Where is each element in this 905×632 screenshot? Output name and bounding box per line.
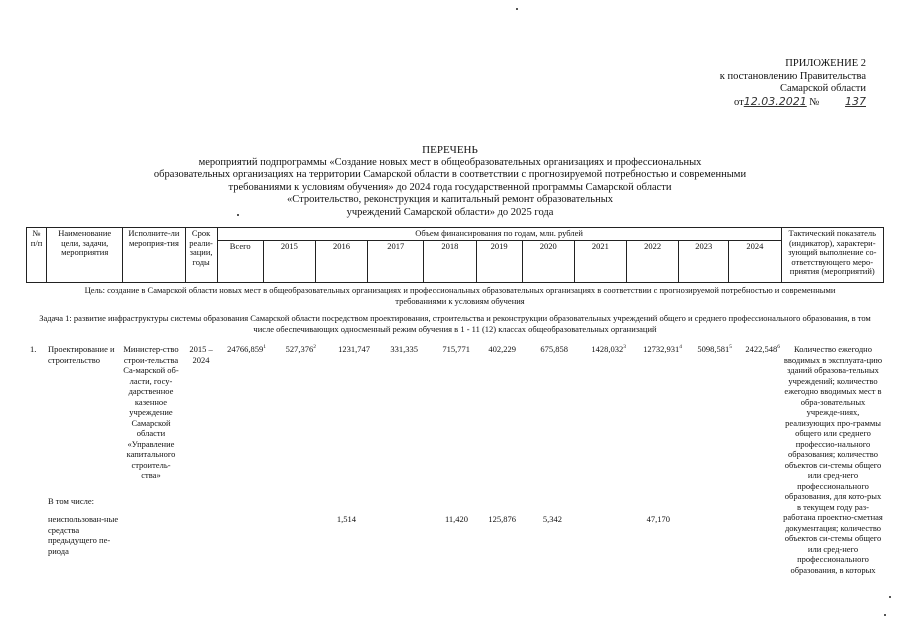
heading-line-1: мероприятий подпрограммы «Создание новых мест в общеобразовательных организациях и профессиональных — [198, 156, 702, 168]
value-text: 24766,859 — [227, 344, 264, 354]
heading-line-5: учреждений Самарской области» до 2025 года — [346, 206, 554, 218]
col-period: Срок реали-зации, годы — [185, 228, 217, 283]
order-prefix: от — [734, 96, 744, 108]
value-2021 — [570, 344, 626, 355]
value-text: 2422,548 — [745, 344, 778, 354]
col-executor: Исполните-ли мероприя-тия — [123, 228, 185, 283]
including-label: В том числе: — [48, 496, 94, 506]
scan-speck — [884, 614, 886, 616]
col-year: 2023 — [679, 240, 729, 282]
col-year: 2019 — [476, 240, 522, 282]
row-indicator: Количество ежегодно вводимых в эксплуата-цию зданий образова-тельных учреждений; количество ежегодно вводимых мест в обра-зовательных учрежде-ниях, реализующих про-граммы общего или среднего профессио-нального образования; количество объектов си-стемы общего или сред-него профессионального образования, для кото-рых в текущем году раз-работана проектно-сметная документация; количество объектов си-стемы общего или сред-него профессионального образования, в которых — [783, 344, 883, 575]
appendix-title: ПРИЛОЖЕНИЕ 2 — [785, 58, 866, 69]
value-2016 — [318, 344, 370, 355]
scan-speck — [237, 214, 239, 216]
col-year: 2024 — [729, 240, 781, 282]
col-year: 2018 — [424, 240, 476, 282]
value-2024 — [734, 344, 780, 355]
row2-value-2016: 1,514 — [336, 514, 356, 524]
value-2019 — [472, 344, 516, 355]
value-text: 715,771 — [442, 344, 470, 354]
col-year: 2021 — [574, 240, 626, 282]
value-text: 12732,931 — [643, 344, 680, 354]
value-text: 402,229 — [488, 344, 516, 354]
value-text: 1428,032 — [591, 344, 624, 354]
footnote-mark: 6 — [777, 344, 780, 351]
footnote-mark: 1 — [263, 344, 266, 351]
row2-value-2022: 47,170 — [646, 514, 670, 524]
footnote-mark: 4 — [679, 344, 682, 351]
footnote-mark: 3 — [623, 344, 626, 351]
col-year: 2022 — [627, 240, 679, 282]
order-no-label: № — [809, 96, 820, 108]
scan-speck — [516, 8, 518, 10]
row2-value-2018: 11,420 — [444, 514, 468, 524]
appendix-line-2: Самарской области — [780, 83, 866, 94]
col-year: 2016 — [315, 240, 367, 282]
row-executor: Министер-ство строи-тельства Са-марской об-ласти, госу-дарственное казенное учреждение Самарской области «Управление капитального строитель-ства» — [123, 344, 179, 480]
col-year: 2015 — [263, 240, 315, 282]
task-text: Задача 1: развитие инфраструктуры системы образования Самарской области посредством проектирования, строительства и реконструкции образовательных учреждений общего и среднего профессионального образования, в том числе обеспечивающих односменный режим обучения в 1 - 11 (12) классах общеобразовательных организаций — [39, 313, 871, 334]
col-total: Всего — [217, 240, 263, 282]
footnote-mark: 2 — [313, 344, 316, 351]
scan-speck — [889, 596, 891, 598]
row-period: 2015 – 2024 — [189, 344, 213, 365]
col-name: Наименование цели, задачи, мероприятия — [47, 228, 123, 283]
row2-name: неиспользован-ные средства предыдущего пе-риода — [48, 514, 119, 556]
row2-value-2019: 125,876 — [488, 514, 516, 524]
value-2018 — [420, 344, 470, 355]
order-date: 12.03.2021 — [743, 94, 807, 108]
col-indicator: Тактический показатель (индикатор), характери-зующий выполнение со-ответствующего меро-приятия (мероприятий) — [781, 228, 883, 283]
col-funding: Объем финансирования по годам, млн. рублей — [217, 228, 781, 241]
row-name: Проектирование и строительство — [48, 344, 115, 365]
value-2017 — [372, 344, 418, 355]
footnote-mark: 5 — [729, 344, 732, 351]
value-text: 331,335 — [390, 344, 418, 354]
value-text: 527,376 — [285, 344, 314, 354]
document-heading — [130, 144, 770, 219]
heading-line-2: образовательных организациях на территории Самарской области в соответствии с прогнозируемой потребностью и современными — [153, 169, 747, 180]
value-2015 — [268, 344, 316, 355]
order-number: 137 — [845, 94, 866, 108]
table-header — [26, 227, 884, 283]
goal-text: Цель: создание в Самарской области новых мест в общеобразовательных организациях и профессиональных образовательных организациях в соответствии с прогнозируемой потребностью и современными требованиями к условиям обучения — [84, 285, 836, 306]
value-total — [218, 344, 266, 355]
col-year: 2020 — [522, 240, 574, 282]
value-text: 675,858 — [540, 344, 568, 354]
value-text: 5098,581 — [697, 344, 730, 354]
row-number: 1. — [30, 344, 37, 354]
col-year: 2017 — [368, 240, 424, 282]
value-2023 — [684, 344, 732, 355]
order-line — [690, 96, 890, 110]
col-no: № п/п — [27, 228, 47, 283]
document-title: ПЕРЕЧЕНЬ — [422, 144, 478, 156]
value-text: 1231,747 — [338, 344, 370, 354]
value-2020 — [518, 344, 568, 355]
value-2022 — [628, 344, 682, 355]
heading-line-3: требованиями к условиям обучения» до 2024 года государственной программы Самарской области — [228, 181, 672, 193]
heading-line-4: «Строительство, реконструкция и капитальный ремонт образовательных — [287, 194, 613, 205]
appendix-line-1: к постановлению Правительства — [719, 70, 866, 82]
row2-value-2020: 5,342 — [542, 514, 562, 524]
appendix-block — [690, 58, 890, 109]
